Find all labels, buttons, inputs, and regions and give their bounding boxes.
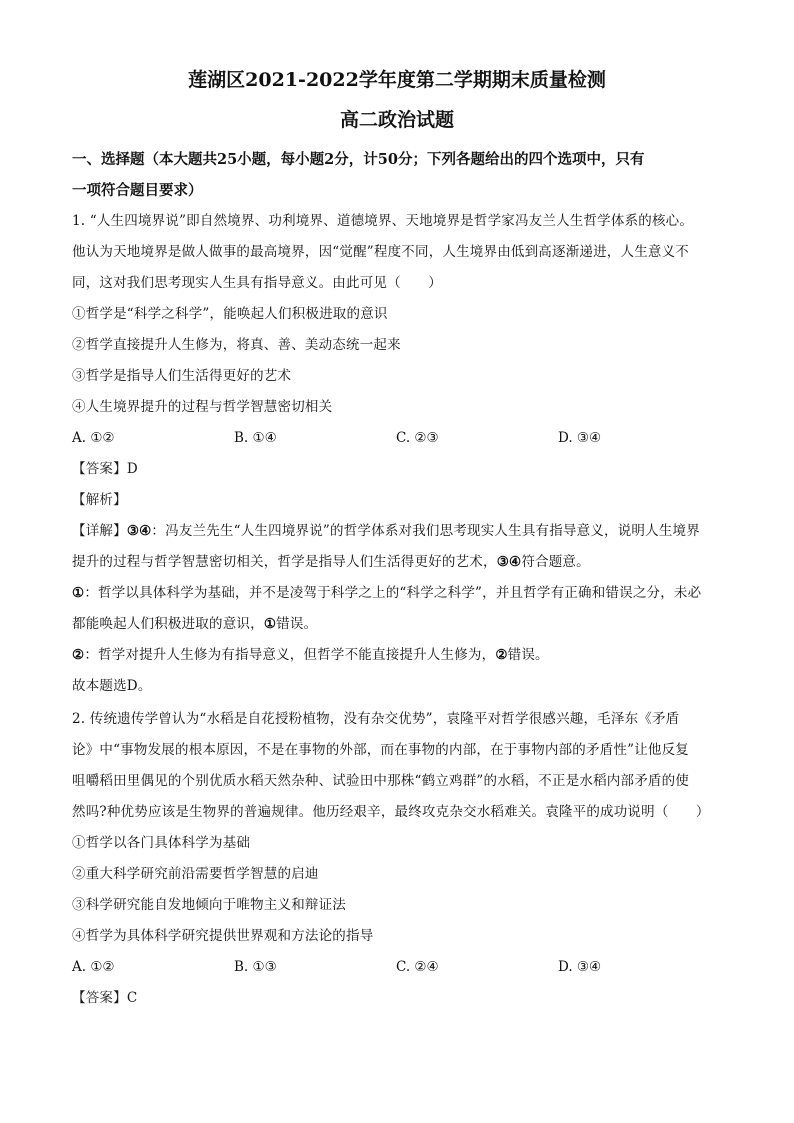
q2-answer-value: C [126, 990, 138, 1006]
q2-answer-label: 【答案】 [72, 990, 127, 1006]
q2-item-2: ②重大科学研究前沿需要哲学智慧的启迪 [72, 866, 319, 882]
q1-item-2: ②哲学直接提升人生修为，将真、善、美动态统一起来 [72, 337, 401, 353]
q2-item-3: ③科学研究能自发地倾向于唯物主义和辩证法 [72, 897, 346, 913]
q1-detail-nums: ③④ [126, 523, 152, 539]
q1-detail-text-2: 提升的过程与哲学智慧密切相关，哲学是指导人们生活得更好的艺术， [72, 554, 497, 570]
q1-detail-nums-2: ③④ [496, 554, 522, 570]
q1-item-4: ④人生境界提升的过程与哲学智慧密切相关 [72, 399, 333, 415]
q2-options [72, 952, 722, 983]
section-heading-line-2: 一项符合题目要求） [72, 182, 203, 199]
q1-options [72, 423, 722, 454]
q2-stem-line-4: 然吗?种优势应该是生物界的普遍规律。他历经艰辛，最终攻克杂交水稻难关。袁隆平的成功说明（ ） [72, 804, 710, 820]
q2-item-4: ④哲学为具体科学研究提供世界观和方法论的指导 [72, 928, 374, 944]
q2-stem-line-3: 咀嚼稻田里偶见的个别优质水稻天然杂种、试验田中那株“鹤立鸡群”的水稻，不正是水稻内部矛盾的使 [72, 773, 690, 789]
q1-wrong2-num-2: ② [495, 647, 508, 663]
q2-item-1: ①哲学以各门具体科学为基础 [72, 835, 251, 851]
q1-detail-line-2 [72, 547, 722, 578]
q1-option-a: A. ①② [72, 430, 115, 446]
q1-answer-value: D [126, 461, 138, 477]
q1-detail-text-3: 符合题意。 [521, 554, 590, 570]
q1-wrong1-num: ① [72, 585, 85, 601]
exam-subtitle: 高二政治试题 [339, 109, 454, 131]
q1-option-d: D. ③④ [558, 430, 602, 446]
q1-stem-line-3: 同，这对我们思考现实人生具有指导意义。由此可见（ ） [72, 275, 442, 291]
q1-wrong2-text-2: 错误。 [507, 647, 549, 663]
section-heading [72, 144, 722, 206]
q1-wrong2-num: ② [72, 647, 85, 663]
q1-wrong1-line-2 [72, 609, 722, 640]
document-page [72, 62, 722, 1014]
q1-option-c: C. ②③ [396, 430, 439, 446]
q1-detail-text-1: ：冯友兰先生“人生四境界说”的哲学体系对我们思考现实人生具有指导意义，说明人生境界 [151, 523, 700, 539]
q1-wrong2-text-1: ：哲学对提升人生修为有指导意义，但哲学不能直接提升人生修为， [84, 647, 496, 663]
q1-wrong1-text-2: 都能唤起人们积极进取的意识， [72, 616, 264, 632]
q1-analysis-label: 【解析】 [72, 492, 127, 508]
exam-title: 莲湖区2021-2022学年度第二学期期末质量检测 [188, 69, 606, 91]
q1-stem-line-2: 他认为天地境界是做人做事的最高境界，因“觉醒”程度不同，人生境界由低到高逐渐递进，人生意义不 [72, 244, 690, 260]
q1-wrong1-num-2: ① [263, 616, 277, 632]
q1-option-b: B. ①④ [234, 430, 277, 446]
q1-item-3: ③哲学是指导人们生活得更好的艺术 [72, 368, 292, 384]
q2-answer [72, 983, 722, 1014]
question-1 [72, 206, 722, 702]
q2-option-c: C. ②④ [396, 959, 439, 975]
q2-option-a: A. ①② [72, 959, 115, 975]
q1-stem-line-1: 1. “人生四境界说”即自然境界、功利境界、道德境界、天地境界是哲学家冯友兰人生哲学体系的核心。 [72, 213, 694, 229]
q1-conclusion: 故本题选D。 [72, 678, 152, 694]
q1-item-1: ①哲学是“科学之科学”，能唤起人们积极进取的意识 [72, 306, 388, 322]
q1-detail-line-1 [72, 516, 722, 547]
section-heading-line-1: 一、选择题（本大题共25小题，每小题2分，计50分；下列各题给出的四个选项中，只有 [72, 151, 645, 168]
question-2 [72, 704, 722, 1014]
q2-option-d: D. ③④ [558, 959, 602, 975]
q1-wrong1-line-1 [72, 578, 722, 609]
q2-stem-line-2: 论》中“事物发展的根本原因，不是在事物的外部，而在事物的内部，在于事物内部的矛盾性”让他反复 [72, 742, 690, 758]
q1-wrong1-text-1: ：哲学以具体科学为基础，并不是凌驾于科学之上的“科学之科学”，并且哲学有正确和错误之分，未必 [84, 585, 702, 601]
q1-wrong2-line [72, 640, 722, 671]
q2-option-b: B. ①③ [234, 959, 277, 975]
q2-stem-line-1: 2. 传统遗传学曾认为“水稻是自花授粉植物，没有杂交优势”，袁隆平对哲学很感兴趣，毛泽东《矛盾 [72, 711, 680, 727]
q1-wrong1-text-3: 错误。 [276, 616, 318, 632]
q1-answer [72, 454, 722, 485]
q1-detail-label: 【详解】 [72, 523, 127, 539]
q1-answer-label: 【答案】 [72, 461, 127, 477]
